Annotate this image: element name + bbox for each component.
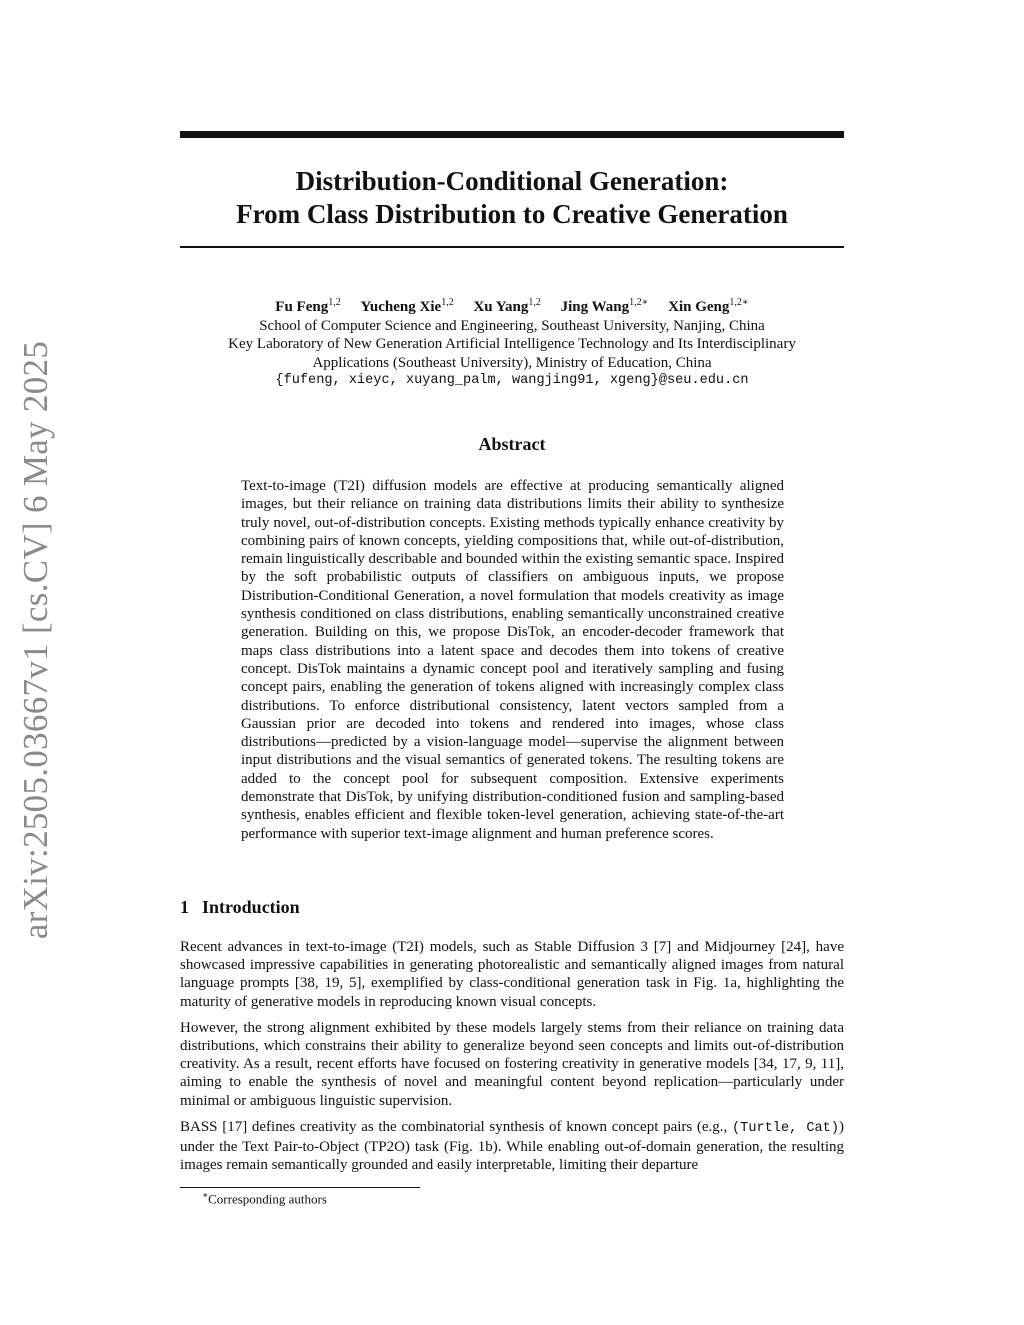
intro-paragraph-3: BASS [17] defines creativity as the combinatorial synthesis of known concept pairs (e.g., (Turtle, Cat)) under the Text Pair-to-Object (TP2O) task (Fig. 1b). While enabling out-of-domain generation, the resulting images remain semantically grounded and easily interpretable, limiting their departure [180,1118,844,1174]
affiliation-line-1: School of Computer Science and Engineering, Southeast University, Nanjing, China [259,317,765,334]
introduction-body [180,938,844,1182]
arxiv-identifier-stamp [12,340,60,940]
title-line-1: Distribution-Conditional Generation: [295,166,729,196]
author: Yucheng Xie$^{1,2}$ [360,297,454,315]
author: Fu Feng$^{1,2}$ [275,297,341,315]
title-line-2: From Class Distribution to Creative Generation [236,199,788,229]
intro-paragraph-1: Recent advances in text-to-image (T2I) models, such as Stable Diffusion 3 [7] and Midjourney [24], have showcased impressive capabilities in generating photorealistic and semantically aligned images from natural language prompts [38, 19, 5], exemplified by class-conditional generation task in Fig. 1a, highlighting the maturity of generative models in reproducing known visual concepts. [180,939,844,1010]
author: Xu Yang$^{1,2}$ [473,297,541,315]
author: Jing Wang$^{1,2∗}$ [560,297,649,315]
footnote-mark: ∗ [202,1190,209,1200]
title-bottom-rule [180,246,844,248]
abstract-text: Text-to-image (T2I) diffusion models are effective at producing semantically aligned images, but their reliance on training data distributions limits their ability to synthesize truly novel, out-of-distribution concepts. Existing methods typically enhance creativity by combining pairs of known concepts, yielding compositions that, while out-of-distribution, remain linguistically describable and bounded within the existing semantic space. Inspired by the soft probabilistic outputs of classifiers on ambiguous inputs, we propose Distribution-Conditional Generation, a novel formulation that models creativity as image synthesis conditioned on class distributions, enabling semantically unconstrained creative generation. Building on this, we propose DisTok, an encoder-decoder framework that maps class distributions into a latent space and decodes them into tokens of creative concept. DisTok maintains a dynamic concept pool and iteratively sampling and fusing concept pairs, enabling the generation of tokens aligned with increasingly complex class distributions. To enforce distributional consistency, latent vectors sampled from a Gaussian prior are decoded into tokens and rendered into images, whose class distributions—predicted by a vision-language model—supervise the alignment between input distributions and the visual semantics of generated tokens. The resulting tokens are added to the concept pool for subsequent composition. Extensive experiments demonstrate that DisTok, by unifying distribution-conditioned fusion and sampling-based synthesis, enables efficient and flexible token-level generation, achieving state-of-the-art performance with superior text-image alignment and human preference scores. [241,478,784,842]
intro-paragraph-2: However, the strong alignment exhibited by these models largely stems from their reliance on training data distributions, which constrains their ability to generalize beyond seen concepts and limits out-of-distribution creativity. As a result, recent efforts have focused on fostering creativity in generative models [34, 17, 9, 11], aiming to enable the synthesis of novel and meaningful content beyond replication—particularly under minimal or ambiguous linguistic supervision. [180,1019,844,1109]
abstract-heading: Abstract [478,434,546,454]
section-heading-introduction [180,897,844,918]
footnote-text: Corresponding authors [208,1191,327,1207]
affiliation-line-3: Applications (Southeast University), Ministry of Education, China [312,354,712,371]
section-number: 1 [180,897,189,917]
affiliation-line-2: Key Laboratory of New Generation Artificial Intelligence Technology and Its Interdisciplinary [228,336,796,352]
paper-title [180,165,844,231]
footnote [202,1190,327,1207]
footnote-rule [180,1187,420,1188]
author-emails: {fufeng, xieyc, xuyang_palm, wangjing91, xgeng}@seu.edu.cn [275,373,749,388]
title-top-rule [180,131,844,138]
section-title: Introduction [202,897,300,917]
author-block [180,294,844,391]
author-list [180,294,844,317]
arxiv-id-text: arXiv:2505.03667v1 [cs.CV] 6 May 2025 [16,340,56,940]
author: Xin Geng$^{1,2∗}$ [668,297,749,315]
inline-code: (Turtle, Cat) [732,1120,839,1136]
